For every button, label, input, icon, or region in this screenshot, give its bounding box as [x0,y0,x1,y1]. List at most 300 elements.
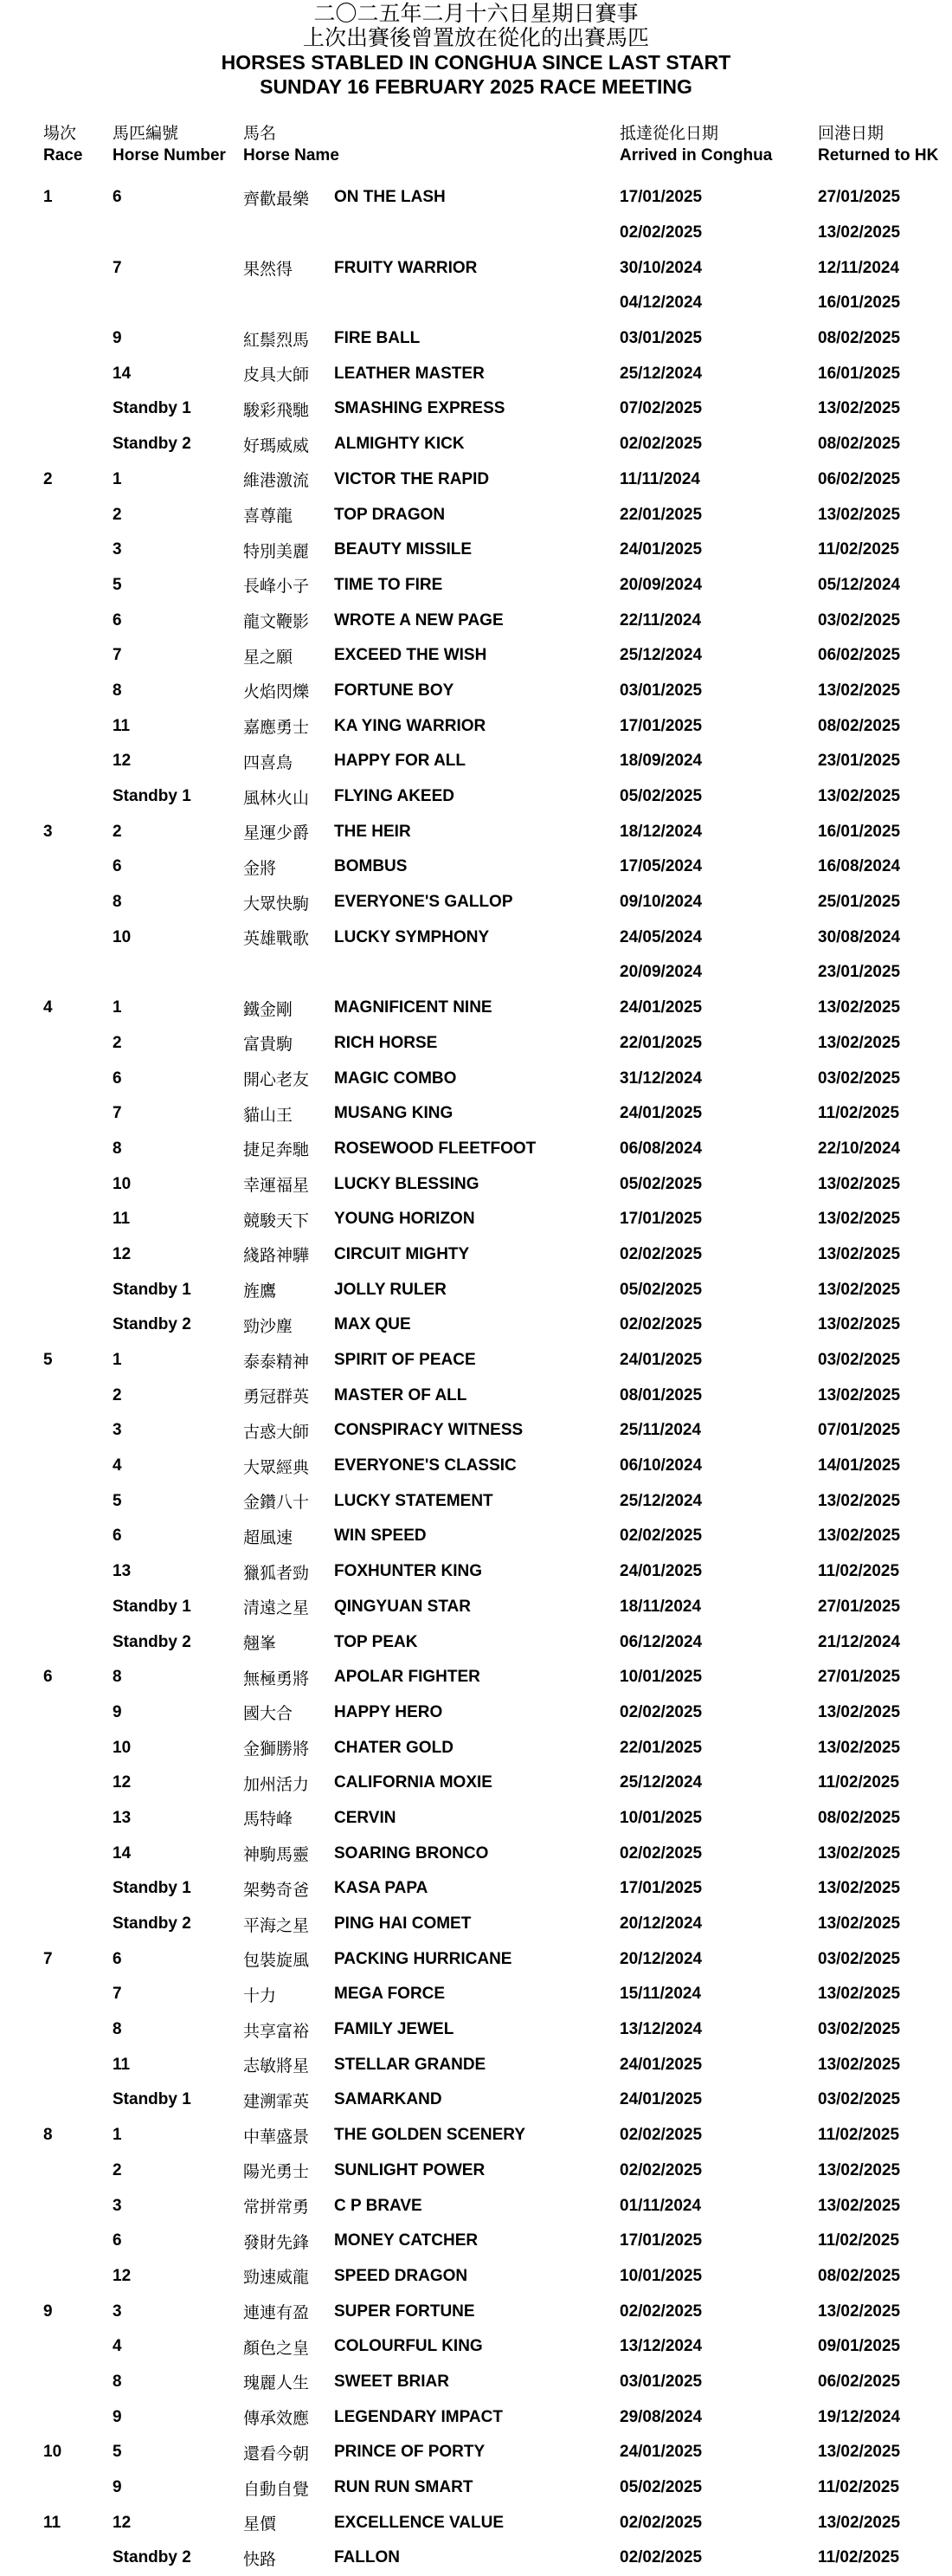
returned-date-cell: 06/02/2025 [818,469,901,488]
race-cell [0,1132,113,1167]
header-race-zh: 場次 [43,124,77,143]
table-row [0,2505,952,2540]
horse-name-en-cell: FALLON [334,2548,400,2567]
horse-number-cell: Standby 1 [113,2090,191,2109]
race-cell: 1 [43,188,53,207]
horse-name-en-cell: HAPPY HERO [334,1702,443,1721]
arrived-date-cell: 05/02/2025 [620,2478,703,2497]
race-cell [0,1624,113,1660]
race-cell [0,2224,113,2259]
header-horse-name-zh: 馬名 [243,124,277,143]
table-row [0,779,952,815]
horse-name-en-cell: CHATER GOLD [334,1738,453,1757]
arrived-date-cell: 18/09/2024 [620,752,703,771]
horse-number-cell: 8 [113,1139,122,1158]
horse-name-zh-cell: 獵狐者勁 [243,1563,310,1583]
race-cell [0,885,113,920]
horse-number-cell: 12 [113,2513,132,2532]
horse-name-zh-cell: 十力 [243,1985,277,2005]
arrived-date-cell: 02/02/2025 [620,2302,703,2321]
returned-date-cell: 03/02/2025 [818,610,901,629]
horse-name-zh-cell: 旌鷹 [243,1282,277,1301]
table-row [0,1660,952,1695]
horse-name-en-cell [334,286,620,321]
horse-name-en-cell: THE GOLDEN SCENERY [334,2126,525,2145]
horse-name-en-cell: LEGENDARY IMPACT [334,2407,503,2426]
table-row [0,2540,952,2576]
table-row [0,2470,952,2506]
horse-name-zh-cell: 神駒馬靈 [243,1845,310,1865]
horse-number-cell: 6 [113,1068,122,1088]
horse-name-en-cell: APOLAR FIGHTER [334,1668,480,1687]
race-cell [0,2153,113,2189]
race-cell [0,1272,113,1307]
arrived-date-cell: 02/02/2025 [620,1244,703,1263]
table-row [0,1871,952,1907]
arrived-date-cell: 10/01/2025 [620,1668,703,1687]
horse-name-en-cell [334,216,620,251]
arrived-date-cell: 02/02/2025 [620,2160,703,2179]
horse-name-zh-cell: 共享富裕 [243,2021,310,2041]
horse-name-zh-cell: 國大合 [243,1704,293,1724]
horse-name-en-cell: VICTOR THE RAPID [334,469,490,488]
returned-date-cell: 11/02/2025 [818,2231,900,2250]
header-arrived-zh: 抵達從化日期 [620,124,719,143]
horse-number-cell: Standby 1 [113,1597,191,1616]
horse-name-zh-cell: 金將 [243,858,277,878]
race-cell [0,744,113,779]
horse-number-cell: 9 [113,329,122,348]
race-cell [0,1871,113,1907]
arrived-date-cell: 11/11/2024 [620,469,700,488]
table-row [0,638,952,674]
arrived-date-cell: 01/11/2024 [620,2196,702,2215]
table-row [0,1413,952,1449]
horse-number-cell: 10 [113,1738,132,1757]
horse-name-zh-cell: 超風速 [243,1527,293,1547]
table-row [0,708,952,744]
horse-number-cell: 4 [113,1456,122,1475]
table-row [0,286,952,321]
returned-date-cell: 13/02/2025 [818,1385,901,1404]
table-row [0,603,952,638]
horse-name-en-cell: SPIRIT OF PEACE [334,1351,476,1370]
horse-number-cell: 3 [113,2196,122,2215]
race-cell: 7 [43,1949,53,1968]
returned-date-cell: 13/02/2025 [818,998,901,1017]
table-row [0,1378,952,1413]
horse-name-en-cell: LUCKY BLESSING [334,1174,479,1193]
arrived-date-cell: 29/08/2024 [620,2407,703,2426]
arrived-date-cell: 18/11/2024 [620,1597,702,1616]
horse-name-en-cell: CERVIN [334,1808,396,1827]
table-row [0,885,952,920]
race-cell [0,427,113,462]
race-cell [0,250,113,286]
horse-name-zh-cell [243,286,334,321]
horse-number-cell: 3 [113,2302,122,2321]
table-row [0,462,952,498]
header-returned-en: Returned to HK [818,146,939,165]
arrived-date-cell: 04/12/2024 [620,294,703,313]
race-cell [0,2540,113,2576]
horse-name-zh-cell: 金獅勝將 [243,1740,310,1759]
returned-date-cell: 13/02/2025 [818,1843,901,1863]
horse-name-en-cell: RICH HORSE [334,1033,438,1052]
table-row [0,814,952,849]
arrived-date-cell: 20/09/2024 [620,575,703,594]
horse-name-zh-cell: 貓山王 [243,1105,293,1125]
horse-name-en-cell: MAX QUE [334,1315,411,1334]
horse-name-en-cell: ALMIGHTY KICK [334,435,465,454]
horse-name-en-cell: WROTE A NEW PAGE [334,610,504,629]
table-row [0,2435,952,2470]
arrived-date-cell: 06/12/2024 [620,1632,703,1651]
returned-date-cell: 12/11/2024 [818,258,900,277]
table-row [0,1730,952,1766]
horse-number-cell: 1 [113,2126,122,2145]
arrived-date-cell: 20/12/2024 [620,1914,703,1934]
horse-number-cell: 8 [113,893,122,912]
horse-number-cell [113,286,243,321]
race-cell [0,1202,113,1237]
horse-name-en-cell: CIRCUIT MIGHTY [334,1244,470,1263]
horse-number-cell: 2 [113,1385,122,1404]
horse-name-en-cell: WIN SPEED [334,1527,427,1546]
horse-name-zh-cell: 好瑪威威 [243,436,310,455]
race-cell [0,2329,113,2365]
returned-date-cell: 03/02/2025 [818,1949,901,1968]
table-row [0,1554,952,1590]
horse-name-en-cell: MAGIC COMBO [334,1068,457,1088]
returned-date-cell: 13/02/2025 [818,1879,901,1898]
returned-date-cell: 16/01/2025 [818,294,901,313]
horse-name-en-cell: LUCKY STATEMENT [334,1491,493,1510]
column-headers [0,123,952,173]
arrived-date-cell: 22/01/2025 [620,505,703,524]
horse-name-en-cell: RUN RUN SMART [334,2478,473,2497]
arrived-date-cell: 02/02/2025 [620,2548,703,2567]
horse-name-en-cell: STELLAR GRANDE [334,2055,486,2074]
arrived-date-cell: 25/12/2024 [620,646,703,665]
race-cell [0,849,113,885]
returned-date-cell: 22/10/2024 [818,1139,901,1158]
race-cell [0,1977,113,2012]
horse-number-cell: 6 [113,1527,122,1546]
horse-name-zh-cell: 幸運福星 [243,1176,310,1196]
returned-date-cell: 23/01/2025 [818,963,901,982]
horse-name-zh-cell: 嘉應勇士 [243,718,310,738]
horse-number-cell: 5 [113,1491,122,1510]
returned-date-cell: 13/02/2025 [818,1985,901,2004]
horse-number-cell: 11 [113,716,131,735]
horse-name-zh-cell: 傳承效應 [243,2409,310,2429]
horse-number-cell: 12 [113,1244,132,1263]
title-zh-line-2: 上次出賽後曾置放在從化的出賽馬匹 [302,25,649,50]
race-cell [0,321,113,357]
race-cell [0,391,113,427]
table-row [0,1695,952,1731]
arrived-date-cell: 05/02/2025 [620,1174,703,1193]
table-row [0,216,952,251]
horse-name-zh-cell: 駿彩飛馳 [243,400,310,420]
horse-name-en-cell: SWEET BRIAR [334,2372,449,2391]
horse-number-cell: Standby 1 [113,1280,191,1299]
horse-name-zh-cell: 常拼常勇 [243,2198,310,2218]
returned-date-cell: 11/02/2025 [818,540,900,559]
race-cell [0,1907,113,1942]
horse-name-en-cell: ON THE LASH [334,188,446,207]
arrived-date-cell: 31/12/2024 [620,1068,703,1088]
arrived-date-cell: 13/12/2024 [620,2020,703,2039]
returned-date-cell: 08/02/2025 [818,329,901,348]
arrived-date-cell: 15/11/2024 [620,1985,702,2004]
horses-table [0,180,952,2576]
race-cell [0,2188,113,2224]
horse-name-en-cell: LUCKY SYMPHONY [334,927,490,946]
race-cell [0,533,113,568]
horse-number-cell: 6 [113,2231,122,2250]
horse-name-zh-cell: 開心老友 [243,1070,310,1090]
horse-number-cell: 6 [113,188,122,207]
horse-name-en-cell: MONEY CATCHER [334,2231,479,2250]
arrived-date-cell: 22/01/2025 [620,1033,703,1052]
arrived-date-cell: 22/01/2025 [620,1738,703,1757]
title-en-line-2: SUNDAY 16 FEBRUARY 2025 RACE MEETING [260,75,692,98]
race-cell [0,1096,113,1132]
horse-name-en-cell: FRUITY WARRIOR [334,258,478,277]
header-horse-name-en: Horse Name [243,146,339,165]
returned-date-cell: 13/02/2025 [818,1210,901,1229]
horse-number-cell: 4 [113,2337,122,2356]
horse-name-en-cell: SUPER FORTUNE [334,2302,475,2321]
race-cell: 10 [43,2443,62,2462]
horse-name-en-cell: MASTER OF ALL [334,1385,467,1404]
horse-name-zh-cell: 加州活力 [243,1774,310,1794]
horse-number-cell: 8 [113,681,122,700]
returned-date-cell: 13/02/2025 [818,1491,901,1510]
race-cell [0,1730,113,1766]
race-cell [0,1061,113,1096]
horse-number-cell: 2 [113,505,122,524]
race-cell [0,2082,113,2118]
horse-name-zh-cell: 發財先鋒 [243,2232,310,2252]
header-returned [818,123,938,166]
horse-number-cell: Standby 1 [113,787,191,806]
horse-number-cell: Standby 2 [113,1632,191,1651]
returned-date-cell: 13/02/2025 [818,2513,901,2532]
race-cell [0,1695,113,1731]
arrived-date-cell: 02/02/2025 [620,223,703,242]
returned-date-cell: 13/02/2025 [818,1280,901,1299]
horse-name-en-cell: SPEED DRAGON [334,2266,468,2285]
table-row [0,2188,952,2224]
horse-name-en-cell: SAMARKAND [334,2090,442,2109]
table-row [0,1941,952,1977]
returned-date-cell: 13/02/2025 [818,505,901,524]
returned-date-cell: 13/02/2025 [818,1702,901,1721]
horse-name-zh-cell: 齊歡最樂 [243,189,310,209]
header-horse-number [113,123,226,166]
title-zh-line-1: 二〇二五年二月十六日星期日賽事 [313,1,639,26]
race-cell [0,638,113,674]
table-row [0,1590,952,1625]
arrived-date-cell: 10/01/2025 [620,2266,703,2285]
arrived-date-cell: 08/01/2025 [620,1385,703,1404]
horse-name-zh-cell: 星之願 [243,647,293,667]
horse-number-cell: Standby 1 [113,399,191,418]
horse-number-cell: 13 [113,1562,132,1581]
arrived-date-cell: 03/01/2025 [620,681,703,700]
returned-date-cell: 27/01/2025 [818,188,901,207]
horse-name-zh-cell: 四喜鳥 [243,752,293,772]
horse-number-cell: Standby 1 [113,1879,191,1898]
returned-date-cell: 27/01/2025 [818,1668,901,1687]
header-horse-number-en: Horse Number [113,146,226,165]
horse-name-zh-cell: 建溯霏英 [243,2091,310,2111]
arrived-date-cell: 25/12/2024 [620,1491,703,1510]
race-cell [0,2365,113,2400]
horse-name-zh-cell: 長峰小子 [243,577,310,597]
horse-name-en-cell: FLYING AKEED [334,787,455,806]
table-row [0,1202,952,1237]
header-arrived [620,123,772,166]
race-cell [0,955,113,991]
horse-name-en-cell: EVERYONE'S CLASSIC [334,1456,517,1475]
table-row [0,321,952,357]
returned-date-cell: 11/02/2025 [818,2548,900,2567]
returned-date-cell: 30/08/2024 [818,927,901,946]
horse-number-cell: 14 [113,364,132,383]
race-cell: 3 [43,822,53,841]
race-cell: 6 [43,1668,53,1687]
horse-name-zh-cell [243,955,334,991]
table-row [0,1343,952,1378]
race-cell [0,2470,113,2506]
returned-date-cell: 07/01/2025 [818,1421,901,1440]
table-row [0,391,952,427]
race-cell [0,1413,113,1449]
returned-date-cell: 11/02/2025 [818,1773,900,1792]
returned-date-cell: 13/02/2025 [818,2443,901,2462]
table-row [0,2118,952,2153]
table-row [0,2082,952,2118]
arrived-date-cell: 17/05/2024 [620,857,703,876]
horse-number-cell: 13 [113,1808,132,1827]
table-row [0,1061,952,1096]
table-row [0,2153,952,2189]
table-row [0,920,952,955]
arrived-date-cell: 02/02/2025 [620,1702,703,1721]
race-cell: 9 [43,2302,53,2321]
race-cell [0,2259,113,2295]
arrived-date-cell: 24/01/2025 [620,2443,703,2462]
table-row [0,1132,952,1167]
horse-name-zh-cell: 富貴駒 [243,1035,293,1055]
arrived-date-cell: 25/12/2024 [620,364,703,383]
arrived-date-cell: 24/01/2025 [620,2055,703,2074]
table-row [0,1096,952,1132]
table-row [0,674,952,709]
horse-name-zh-cell: 連連有盈 [243,2303,310,2323]
horse-name-en-cell: PING HAI COMET [334,1914,472,1934]
table-row [0,1166,952,1202]
returned-date-cell: 16/01/2025 [818,364,901,383]
arrived-date-cell: 05/02/2025 [620,787,703,806]
table-row [0,427,952,462]
returned-date-cell: 08/02/2025 [818,435,901,454]
horse-number-cell: 10 [113,1174,132,1193]
horse-number-cell: 8 [113,2020,122,2039]
returned-date-cell: 05/12/2024 [818,575,901,594]
horse-name-en-cell: EVERYONE'S GALLOP [334,893,513,912]
horse-number-cell: 2 [113,1033,122,1052]
returned-date-cell: 13/02/2025 [818,2160,901,2179]
horse-name-zh-cell: 翹峯 [243,1634,277,1654]
returned-date-cell: 16/01/2025 [818,822,901,841]
horse-name-zh-cell: 包裝旋風 [243,1951,310,1971]
horse-number-cell: Standby 2 [113,2548,191,2567]
horse-number-cell: 12 [113,752,132,771]
returned-date-cell: 13/02/2025 [818,1244,901,1263]
race-cell [0,568,113,604]
arrived-date-cell: 03/01/2025 [620,329,703,348]
race-cell [0,1836,113,1871]
table-row [0,356,952,391]
horse-name-zh-cell [243,216,334,251]
header-race [43,123,82,166]
horse-name-en-cell: TOP PEAK [334,1632,418,1651]
race-cell [0,216,113,251]
horse-name-zh-cell: 皮具大師 [243,365,310,385]
arrived-date-cell: 09/10/2024 [620,893,703,912]
returned-date-cell: 11/02/2025 [818,2478,900,2497]
title-en-line-1: HORSES STABLED IN CONGHUA SINCE LAST START [221,51,731,74]
horse-number-cell: 12 [113,1773,132,1792]
horse-number-cell: 11 [113,1210,131,1229]
horse-number-cell: 6 [113,1949,122,1968]
horse-number-cell [113,216,243,251]
table-row [0,1977,952,2012]
race-cell [0,1519,113,1554]
horse-name-en-cell: MUSANG KING [334,1104,453,1123]
horse-number-cell: 12 [113,2266,132,2285]
returned-date-cell: 13/02/2025 [818,787,901,806]
horse-name-en-cell: BOMBUS [334,857,408,876]
horse-name-zh-cell: 果然得 [243,260,293,280]
arrived-date-cell: 06/10/2024 [620,1456,703,1475]
table-row [0,568,952,604]
horse-number-cell: 11 [113,2055,131,2074]
race-cell: 4 [43,998,53,1017]
table-row [0,2012,952,2048]
arrived-date-cell: 24/05/2024 [620,927,703,946]
horse-name-en-cell: PRINCE OF PORTY [334,2443,486,2462]
horse-name-en-cell: KA YING WARRIOR [334,716,486,735]
table-row [0,1272,952,1307]
race-cell [0,779,113,815]
header-race-en: Race [43,146,83,165]
horse-name-zh-cell: 快路 [243,2549,277,2569]
table-row [0,2399,952,2435]
race-cell [0,1801,113,1837]
arrived-date-cell: 17/01/2025 [620,2231,703,2250]
arrived-date-cell: 18/12/2024 [620,822,703,841]
horse-number-cell: 5 [113,575,122,594]
table-row [0,1836,952,1871]
race-cell [0,1590,113,1625]
horse-name-en-cell: ROSEWOOD FLEETFOOT [334,1139,537,1158]
